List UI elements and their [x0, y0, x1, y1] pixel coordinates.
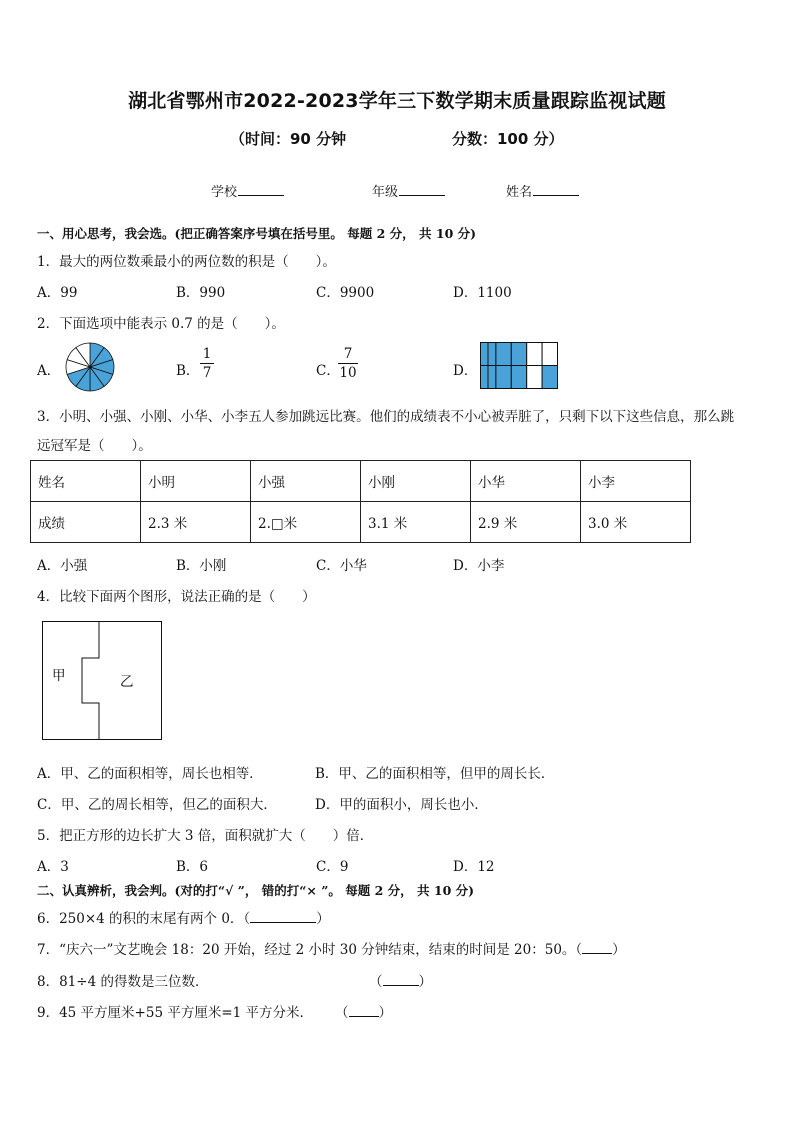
q7-answer-blank[interactable] [582, 941, 612, 954]
school-blank[interactable] [238, 183, 284, 196]
grade-label: 年级 [372, 185, 399, 200]
fraction-c-bar [338, 363, 358, 364]
section2-heading: 二、认真辨析，我会判。(对的打“√ ”， 错的打“× ”。 每题 2 分， 共 10 分) [37, 883, 475, 898]
fraction-b-bar [200, 363, 214, 364]
q2-pie-figure [64, 341, 116, 393]
table-cell: 成绩 [31, 502, 141, 543]
q9-open-paren: （ [335, 1005, 349, 1021]
grid-cell [496, 343, 511, 366]
grid-cell [527, 366, 542, 389]
q9-text: 9．45 平方厘米+55 平方厘米=1 平方分米． [37, 1005, 314, 1021]
q5-option-c[interactable]: C．9 [316, 859, 349, 875]
grade-blank[interactable] [399, 183, 445, 196]
school-field[interactable] [211, 181, 284, 200]
q5-option-d[interactable]: D．12 [453, 859, 495, 875]
q6-close-paren: ） [316, 911, 330, 927]
grid-cell [542, 366, 557, 389]
grade-field[interactable] [372, 181, 445, 200]
q2-option-c[interactable]: C． [316, 363, 340, 379]
q5-option-a[interactable]: A．3 [37, 859, 69, 875]
q4-shape-figure [42, 621, 163, 741]
grid-cell [511, 366, 526, 389]
table-cell: 2.9 米 [471, 502, 581, 543]
table-cell: 小强 [251, 461, 361, 502]
q2-text: 2．下面选项中能表示 0.7 的是（ ）。 [37, 316, 285, 332]
q4-option-a[interactable]: A．甲、乙的面积相等，周长也相等． [37, 766, 263, 782]
exam-score: 分数：100 分） [452, 130, 564, 148]
fraction-b-denominator: 7 [202, 365, 212, 381]
q4-option-c[interactable]: C．甲、乙的周长相等，但乙的面积大． [37, 797, 277, 813]
q3-text-line2: 远冠军是（ ）。 [37, 438, 152, 454]
q3-option-d[interactable]: D．小李 [453, 558, 505, 574]
q1-option-d[interactable]: D．1100 [453, 285, 512, 301]
q1-text: 1．最大的两位数乘最小的两位数的积是（ ）。 [37, 254, 336, 270]
table-cell: 3.0 米 [581, 502, 691, 543]
section1-heading: 一、用心思考，我会选。(把正确答案序号填在括号里。 每题 2 分， 共 10 分) [37, 226, 477, 241]
page-title: 湖北省鄂州市2022-2023学年三下数学期末质量跟踪监视试题 [128, 90, 666, 112]
q1-option-c[interactable]: C．9900 [316, 285, 375, 301]
q8-text: 8．81÷4 的得数是三位数． [37, 974, 209, 990]
name-label: 姓名 [506, 185, 533, 200]
name-field[interactable] [506, 181, 579, 200]
q4-option-d[interactable]: D．甲的面积小，周长也小． [315, 797, 488, 813]
q2-fraction-c [338, 346, 358, 381]
grid-cell [527, 343, 542, 366]
fraction-c-denominator: 10 [339, 365, 357, 381]
q2-fraction-b [200, 346, 214, 381]
table-cell: 小刚 [361, 461, 471, 502]
grid-cell [542, 343, 557, 366]
q8-answer [369, 970, 432, 990]
table-row [31, 502, 691, 543]
q7-text: 7．“庆六一”文艺晚会 18：20 开始，经过 2 小时 30 分钟结束，结束的时间是 20：50。（ [37, 942, 583, 958]
fraction-c-numerator: 7 [343, 346, 353, 362]
score-table [30, 460, 691, 543]
table-cell: 小华 [471, 461, 581, 502]
q1-option-a[interactable]: A．99 [37, 285, 78, 301]
q4-text: 4．比较下面两个图形，说法正确的是（ ） [37, 589, 316, 605]
q1-option-b[interactable]: B．990 [176, 285, 226, 301]
q6-text: 6．250×4 的积的末尾有两个 0．（ [37, 911, 251, 927]
pie-slices [66, 343, 114, 391]
table-cell: 姓名 [31, 461, 141, 502]
q3-text-line1: 3．小明、小强、小刚、小华、小李五人参加跳远比赛。他们的成绩表不小心被弄脏了，只剩下以下这些信息，那么跳 [37, 409, 735, 425]
table-cell: 小明 [141, 461, 251, 502]
q7-close-paren: ） [612, 942, 626, 958]
q2-grid-figure [480, 342, 558, 389]
q5-option-b[interactable]: B．6 [176, 859, 209, 875]
exam-time: （时间：90 分钟 [230, 130, 347, 148]
q8-close-paren: ） [418, 974, 432, 990]
grid-cell [511, 343, 526, 366]
q5-text: 5．把正方形的边长扩大 3 倍，面积就扩大（ ）倍． [37, 828, 374, 844]
grid-cell [496, 366, 511, 389]
table-cell: 3.1 米 [361, 502, 471, 543]
dividing-line [82, 622, 99, 740]
q7 [37, 938, 626, 958]
q9-answer-blank[interactable] [349, 1004, 379, 1017]
q9-answer [335, 1001, 392, 1021]
fraction-b-numerator: 1 [202, 346, 212, 362]
name-blank[interactable] [533, 183, 579, 196]
table-cell: 2.3 米 [141, 502, 251, 543]
q3-option-a[interactable]: A．小强 [37, 558, 88, 574]
q2-option-b[interactable]: B． [176, 363, 200, 379]
table-header-row [31, 461, 691, 502]
q3-option-b[interactable]: B．小刚 [176, 558, 227, 574]
label-yi: 乙 [120, 674, 134, 690]
q2-option-d[interactable]: D． [453, 363, 478, 379]
q8-open-paren: （ [369, 974, 383, 990]
q3-option-c[interactable]: C．小华 [316, 558, 367, 574]
q6 [37, 907, 330, 927]
q4-option-b[interactable]: B．甲、乙的面积相等，但甲的周长长． [315, 766, 555, 782]
q2-option-a[interactable]: A． [37, 363, 61, 379]
q6-answer-blank[interactable] [250, 910, 316, 923]
q8-answer-blank[interactable] [383, 973, 419, 986]
label-jia: 甲 [52, 668, 66, 684]
table-cell: 小李 [581, 461, 691, 502]
grid-cells [481, 343, 558, 389]
school-label: 学校 [211, 185, 238, 200]
q9-close-paren: ） [378, 1005, 392, 1021]
table-cell: 2.□米 [251, 502, 361, 543]
